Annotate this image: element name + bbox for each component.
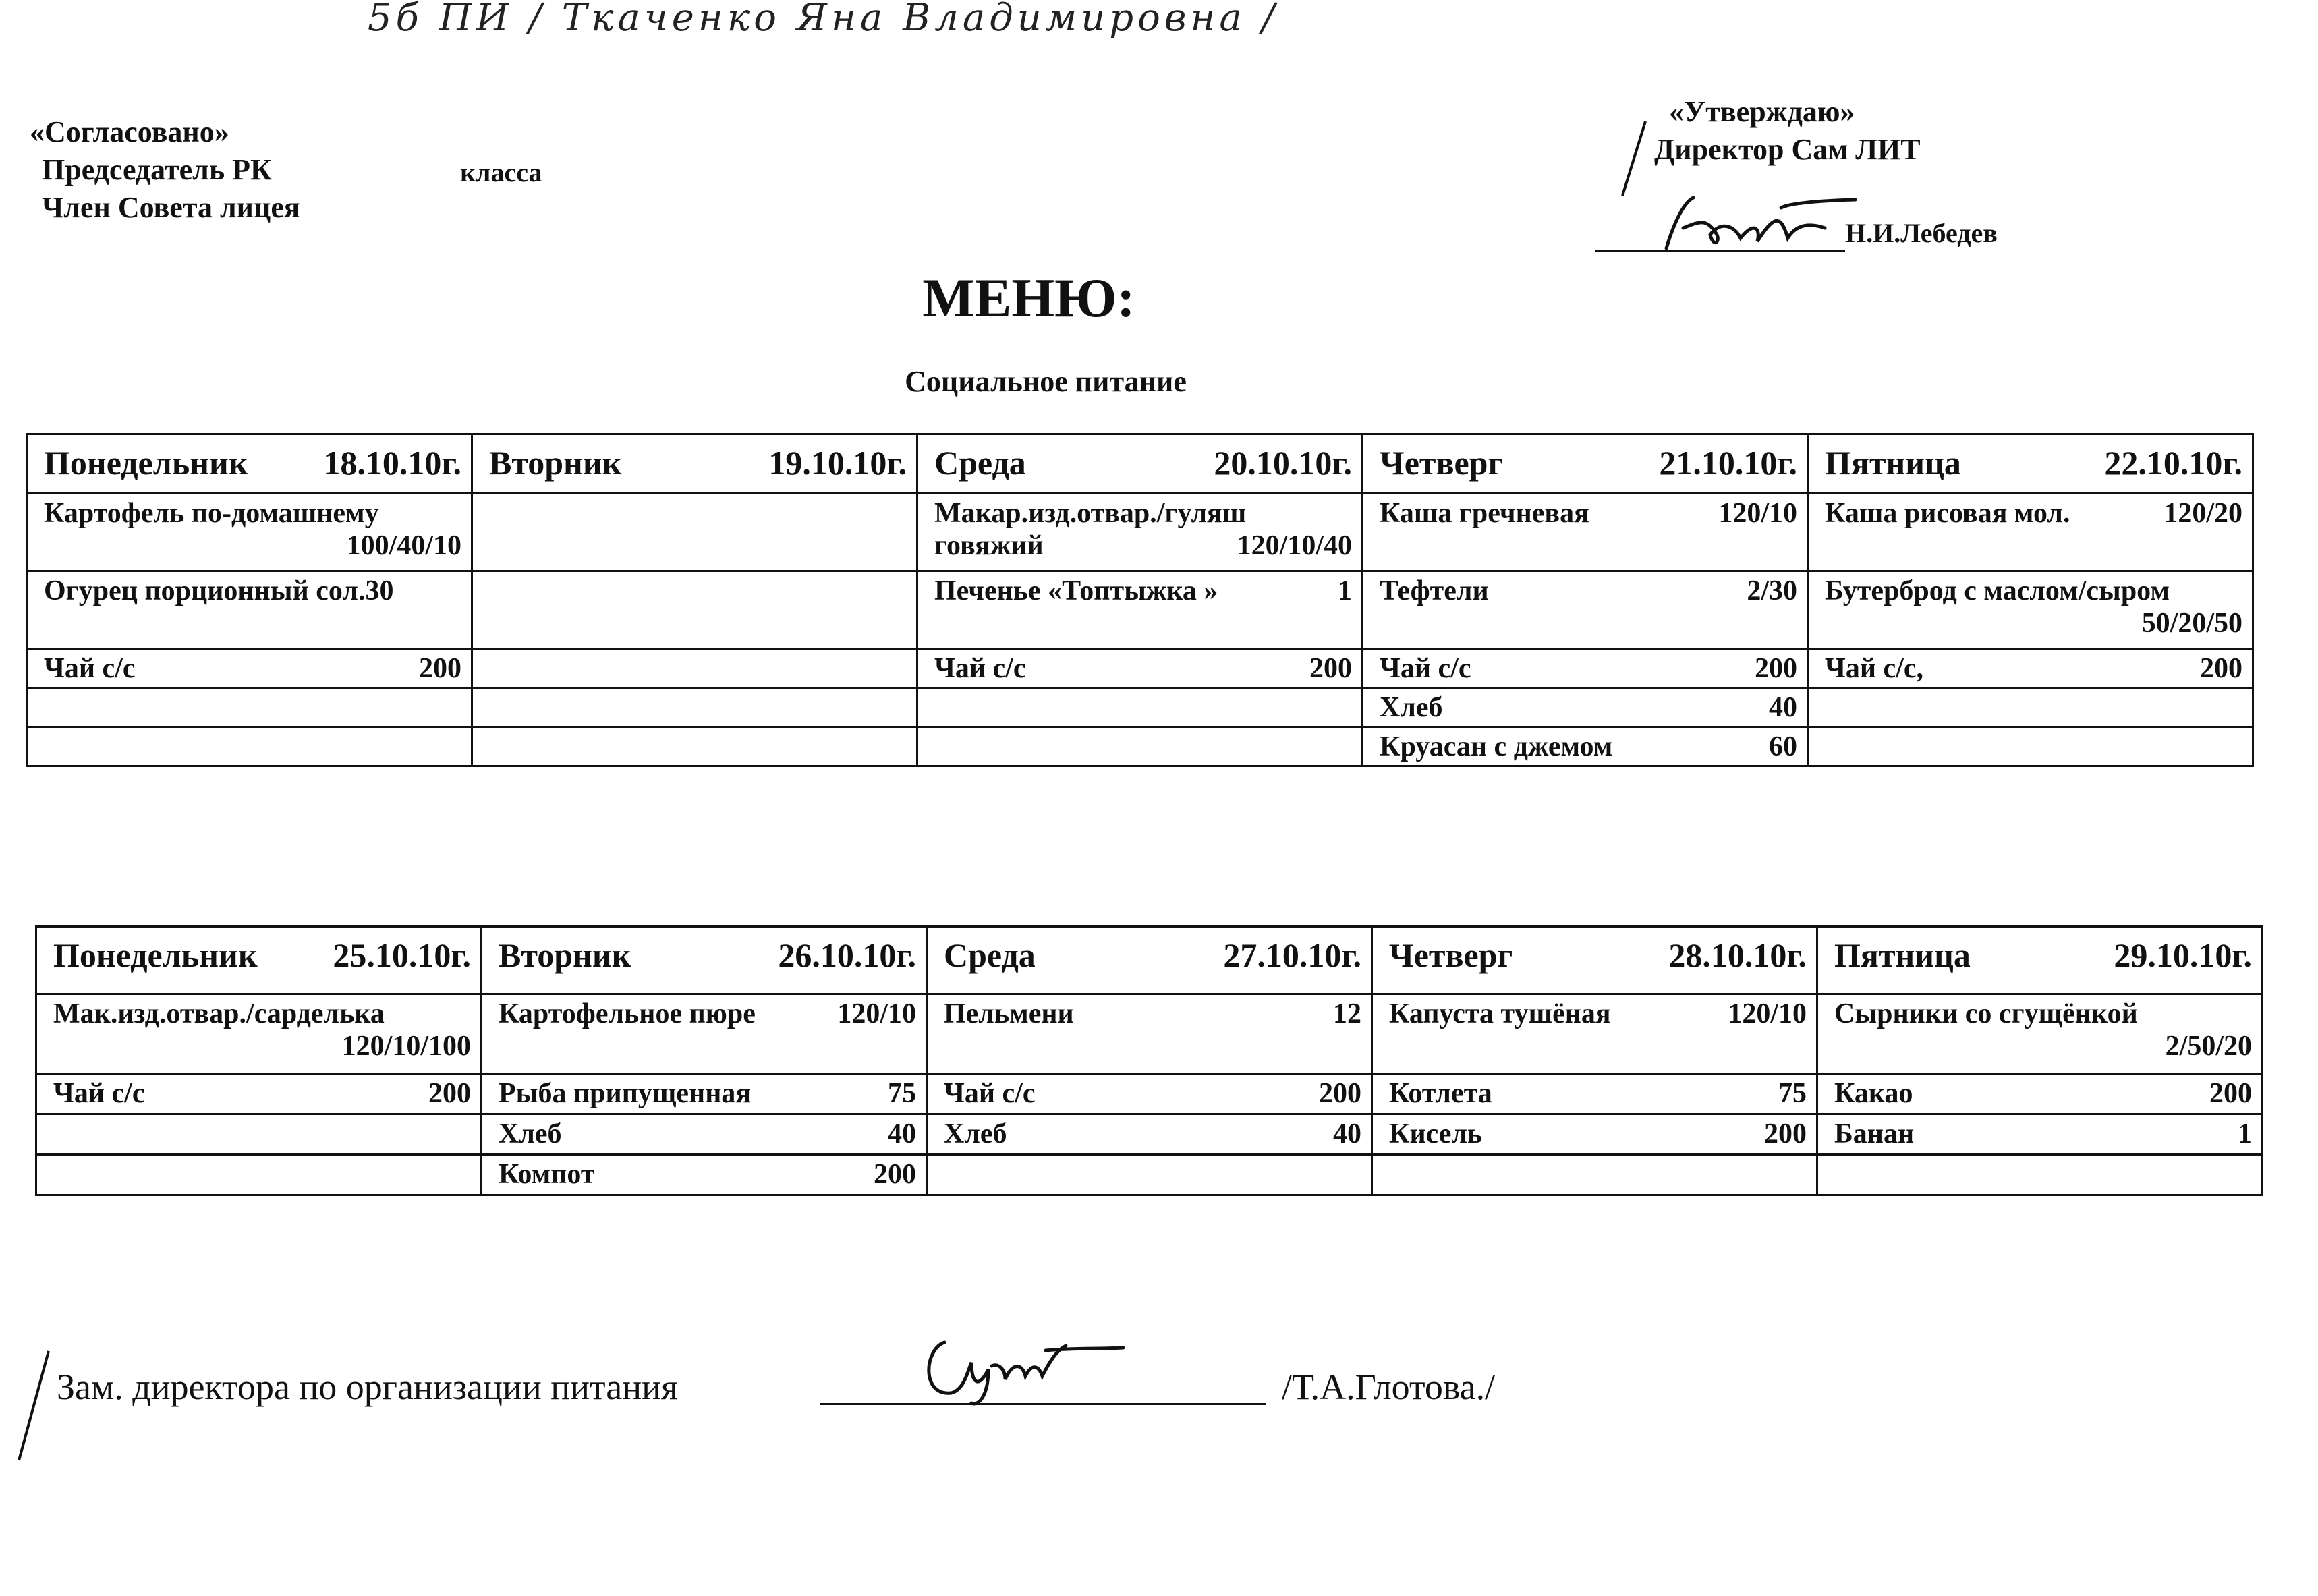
menu-cell — [1808, 571, 2253, 649]
dish-name: Сырники со сгущёнкой — [1834, 998, 2138, 1029]
table-header-row — [36, 927, 2263, 994]
menu-cell — [1817, 1155, 2263, 1195]
dish-portion: 200 — [874, 1159, 916, 1190]
dish-name: Капуста тушёная — [1389, 998, 1611, 1029]
dish-portion: 50/20/50 — [2141, 608, 2242, 639]
dish-name: Чай с/с — [53, 1078, 145, 1109]
menu-cell — [472, 571, 917, 649]
dish-name: Компот — [499, 1159, 595, 1190]
dish-portion: 120/10 — [1728, 998, 1807, 1029]
dish-portion: 120/10/100 — [341, 1031, 471, 1062]
dish-portion: 75 — [1778, 1078, 1807, 1109]
dish-portion: 200 — [2209, 1078, 2252, 1109]
table-row — [36, 1155, 2263, 1195]
table-row — [36, 1074, 2263, 1114]
day-name: Понедельник — [44, 444, 248, 482]
day-date: 29.10.10г. — [2114, 936, 2252, 974]
menu-cell — [927, 1114, 1372, 1155]
menu-cell — [36, 1155, 482, 1195]
menu-cell — [482, 994, 927, 1074]
dish-name: Чай с/с — [1380, 653, 1471, 684]
table-row — [27, 571, 2253, 649]
day-header — [36, 927, 482, 994]
dish-name: Кисель — [1389, 1118, 1483, 1149]
approval-slash — [1616, 118, 1656, 199]
menu-cell — [927, 994, 1372, 1074]
director-signature — [1646, 188, 1869, 262]
menu-table-week-1 — [26, 433, 2254, 767]
dish-name: Хлеб — [944, 1118, 1007, 1149]
menu-cell — [27, 688, 472, 727]
menu-cell — [482, 1155, 927, 1195]
dish-name: Тефтели — [1380, 575, 1489, 606]
dish-name: Каша гречневая — [1380, 498, 1589, 529]
dish-name: Картофельное пюре — [499, 998, 756, 1029]
menu-cell — [1372, 1155, 1817, 1195]
menu-cell — [27, 494, 472, 571]
dish-portion: 200 — [1309, 653, 1352, 684]
day-header — [1363, 434, 1808, 494]
dish-portion: 40 — [1333, 1118, 1361, 1149]
approval-right-position: Директор Сам ЛИТ — [1654, 133, 1921, 166]
menu-cell — [1363, 571, 1808, 649]
approval-left-chair: Председатель РК — [42, 153, 272, 186]
dish-portion: 1 — [2238, 1118, 2252, 1149]
dish-name: Каша рисовая мол. — [1825, 498, 2070, 529]
dish-portion: 120/20 — [2164, 498, 2242, 529]
menu-cell — [482, 1074, 927, 1114]
dish-name: Картофель по-домашнему — [44, 498, 379, 529]
handwritten-note: 5б ПИ / Ткаченко Яна Владимировна / — [368, 0, 1279, 40]
menu-cell — [1808, 494, 2253, 571]
day-name: Среда — [934, 444, 1026, 482]
dish-name: Печенье «Топтыжка » — [934, 575, 1218, 606]
day-date: 21.10.10г. — [1659, 444, 1797, 482]
menu-cell — [917, 571, 1363, 649]
menu-cell — [1817, 1074, 2263, 1114]
menu-cell — [917, 494, 1363, 571]
dish-name: Огурец порционный сол.30 — [44, 575, 394, 606]
approval-left-title: «Согласовано» — [30, 115, 229, 148]
day-header — [917, 434, 1363, 494]
day-header — [1808, 434, 2253, 494]
menu-cell — [1808, 688, 2253, 727]
day-date: 22.10.10г. — [2104, 444, 2242, 482]
page-subtitle: Социальное питание — [905, 365, 1187, 398]
menu-cell — [1808, 649, 2253, 688]
day-header — [1372, 927, 1817, 994]
dish-name: Пельмени — [944, 998, 1074, 1029]
menu-cell — [1363, 494, 1808, 571]
day-date: 26.10.10г. — [778, 936, 916, 974]
menu-cell — [1372, 1114, 1817, 1155]
approval-right-title: «Утверждаю» — [1669, 95, 1855, 128]
dish-name-cont: говяжий — [934, 530, 1044, 561]
dish-name: Котлета — [1389, 1078, 1492, 1109]
dish-name: Чай с/с — [934, 653, 1026, 684]
page-title: МЕНЮ: — [922, 267, 1135, 329]
menu-cell — [27, 727, 472, 766]
dish-name: Круасан с джемом — [1380, 731, 1613, 762]
dish-name: Мак.изд.отвар./сарделька — [53, 998, 385, 1029]
menu-cell — [1363, 688, 1808, 727]
day-name: Среда — [944, 936, 1036, 974]
dish-portion: 120/10/40 — [1237, 530, 1352, 561]
dish-portion: 100/40/10 — [346, 530, 461, 561]
menu-cell — [27, 571, 472, 649]
director-name: Н.И.Лебедев — [1845, 218, 1998, 248]
dish-portion: 120/10 — [837, 998, 916, 1029]
day-header — [472, 434, 917, 494]
menu-cell — [472, 494, 917, 571]
menu-cell — [36, 1114, 482, 1155]
dish-name: Какао — [1834, 1078, 1913, 1109]
day-header — [482, 927, 927, 994]
table-row — [36, 1114, 2263, 1155]
day-name: Четверг — [1389, 936, 1513, 974]
table-row — [27, 494, 2253, 571]
day-name: Вторник — [499, 936, 631, 974]
menu-cell — [1808, 727, 2253, 766]
dish-name: Банан — [1834, 1118, 1915, 1149]
dish-portion: 12 — [1333, 998, 1361, 1029]
approval-right-block — [1654, 93, 1921, 169]
menu-cell — [1372, 994, 1817, 1074]
menu-cell — [27, 649, 472, 688]
dish-name: Бутерброд с маслом/сыром — [1825, 575, 2170, 606]
footer-position: Зам. директора по организации питания — [57, 1367, 678, 1407]
table-row — [36, 994, 2263, 1074]
dish-portion: 200 — [428, 1078, 471, 1109]
dish-portion: 40 — [1769, 692, 1797, 723]
day-name: Пятница — [1834, 936, 1971, 974]
class-label: класса — [460, 157, 542, 188]
day-header — [927, 927, 1372, 994]
menu-cell — [36, 994, 482, 1074]
menu-cell — [472, 727, 917, 766]
dish-portion: 75 — [888, 1078, 916, 1109]
table-row — [27, 688, 2253, 727]
day-name: Вторник — [489, 444, 622, 482]
table-header-row — [27, 434, 2253, 494]
menu-table-week-2 — [35, 925, 2263, 1196]
menu-cell — [472, 649, 917, 688]
day-date: 28.10.10г. — [1668, 936, 1807, 974]
menu-cell — [1363, 649, 1808, 688]
dish-name: Чай с/с, — [1825, 653, 1923, 684]
dish-portion: 200 — [1755, 653, 1797, 684]
day-date: 19.10.10г. — [768, 444, 907, 482]
menu-cell — [917, 688, 1363, 727]
dish-portion: 200 — [1764, 1118, 1807, 1149]
day-name: Четверг — [1380, 444, 1504, 482]
menu-cell — [472, 688, 917, 727]
dish-name: Макар.изд.отвар./гуляш — [934, 498, 1247, 529]
day-header — [1817, 927, 2263, 994]
day-name: Пятница — [1825, 444, 1961, 482]
table-row — [27, 727, 2253, 766]
dish-portion: 60 — [1769, 731, 1797, 762]
dish-portion: 200 — [419, 653, 461, 684]
day-date: 18.10.10г. — [323, 444, 461, 482]
dish-name: Хлеб — [1380, 692, 1443, 723]
menu-cell — [1363, 727, 1808, 766]
day-name: Понедельник — [53, 936, 258, 974]
menu-cell — [482, 1114, 927, 1155]
footer-signature — [904, 1322, 1133, 1410]
dish-portion: 2/30 — [1747, 575, 1797, 606]
dish-portion: 1 — [1338, 575, 1352, 606]
footer-slash — [7, 1346, 61, 1467]
day-date: 27.10.10г. — [1223, 936, 1361, 974]
menu-cell — [927, 1074, 1372, 1114]
dish-name: Хлеб — [499, 1118, 562, 1149]
day-header — [27, 434, 472, 494]
day-date: 25.10.10г. — [333, 936, 471, 974]
menu-cell — [1817, 1114, 2263, 1155]
dish-name: Чай с/с — [944, 1078, 1036, 1109]
dish-name: Рыба припущенная — [499, 1078, 752, 1109]
menu-cell — [1372, 1074, 1817, 1114]
menu-cell — [927, 1155, 1372, 1195]
menu-cell — [917, 649, 1363, 688]
dish-portion: 200 — [2200, 653, 2242, 684]
dish-portion: 120/10 — [1718, 498, 1797, 529]
approval-left-block — [30, 113, 300, 227]
menu-cell — [1817, 994, 2263, 1074]
menu-cell — [36, 1074, 482, 1114]
dish-name: Чай с/с — [44, 653, 136, 684]
dish-portion: 200 — [1319, 1078, 1361, 1109]
menu-cell — [917, 727, 1363, 766]
approval-left-council: Член Совета лицея — [42, 191, 300, 224]
footer-name: /Т.А.Глотова./ — [1282, 1367, 1496, 1407]
table-row — [27, 649, 2253, 688]
dish-portion: 2/50/20 — [2165, 1031, 2252, 1062]
day-date: 20.10.10г. — [1214, 444, 1352, 482]
dish-portion: 40 — [888, 1118, 916, 1149]
